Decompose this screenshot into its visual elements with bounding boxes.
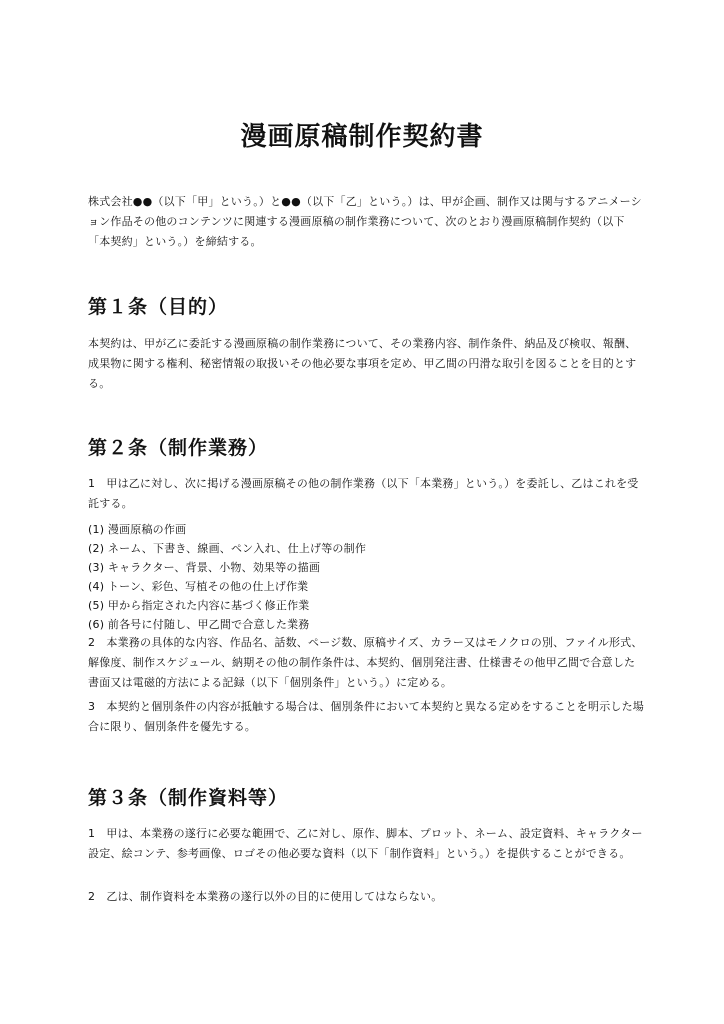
list-item: (2) ネーム、下書き、線画、ペン入れ、仕上げ等の制作 <box>88 542 367 555</box>
list-item: (6) 前各号に付随し、甲乙間で合意した業務 <box>88 618 310 631</box>
article-1-text: 本契約は、甲が乙に委託する漫画原稿の制作業務について、その業務内容、制作条件、納品及び検収、報酬、成果物に関する権利、秘密情報の取扱いその他必要な事項を定め、甲乙間の円滑な取引を図ることを目的とする。 <box>88 337 637 390</box>
article-3-heading: 第３条（制作資料等） <box>88 787 289 809</box>
list-item: (1) 漫画原稿の作画 <box>88 523 187 536</box>
article-2-paragraph-3: 3 本契約と個別条件の内容が抵触する場合は、個別条件において本契約と異なる定めをすることを明示した場合に限り、個別条件を優先する。 <box>88 700 644 733</box>
article-2-paragraph-2: 2 本業務の具体的な内容、作品名、話数、ページ数、原稿サイズ、カラー又はモノクロの別、ファイル形式、解像度、制作スケジュール、納期その他の制作条件は、本契約、個別発注書、仕様書その他甲乙間で合意した書面又は電磁的方法による記録（以下「個別条件」という。）に定める。 <box>88 636 643 689</box>
article-3-paragraph-2: 2 乙は、制作資料を本業務の遂行以外の目的に使用してはならない。 <box>88 890 443 903</box>
list-item: (3) キャラクター、背景、小物、効果等の描画 <box>88 561 321 574</box>
article-2-item-list <box>88 520 644 634</box>
article-2-paragraph-1: 1 甲は乙に対し、次に掲げる漫画原稿その他の制作業務（以下「本業務」という。）を委託し、乙はこれを受託する。 <box>88 477 639 510</box>
list-item: (5) 甲から指定された内容に基づく修正作業 <box>88 599 310 612</box>
article-2-heading: 第２条（制作業務） <box>88 437 269 459</box>
document-title: 漫画原稿制作契約書 <box>240 122 484 152</box>
article-1-heading: 第１条（目的） <box>88 296 229 318</box>
article-3-paragraph-1: 1 甲は、本業務の遂行に必要な範囲で、乙に対し、原作、脚本、プロット、ネーム、設定資料、キャラクター設定、絵コンテ、参考画像、ロゴその他必要な資料（以下「制作資料」という。）を提供することができる。 <box>88 827 643 860</box>
preamble-paragraph: 株式会社●●（以下「甲」という。）と●●（以下「乙」という。）は、甲が企画、制作又は関与するアニメーション作品その他のコンテンツに関連する漫画原稿の制作業務について、次のとおり漫画原稿制作契約（以下「本契約」という。）を締結する。 <box>88 195 642 248</box>
list-item: (4) トーン、彩色、写植その他の仕上げ作業 <box>88 580 309 593</box>
